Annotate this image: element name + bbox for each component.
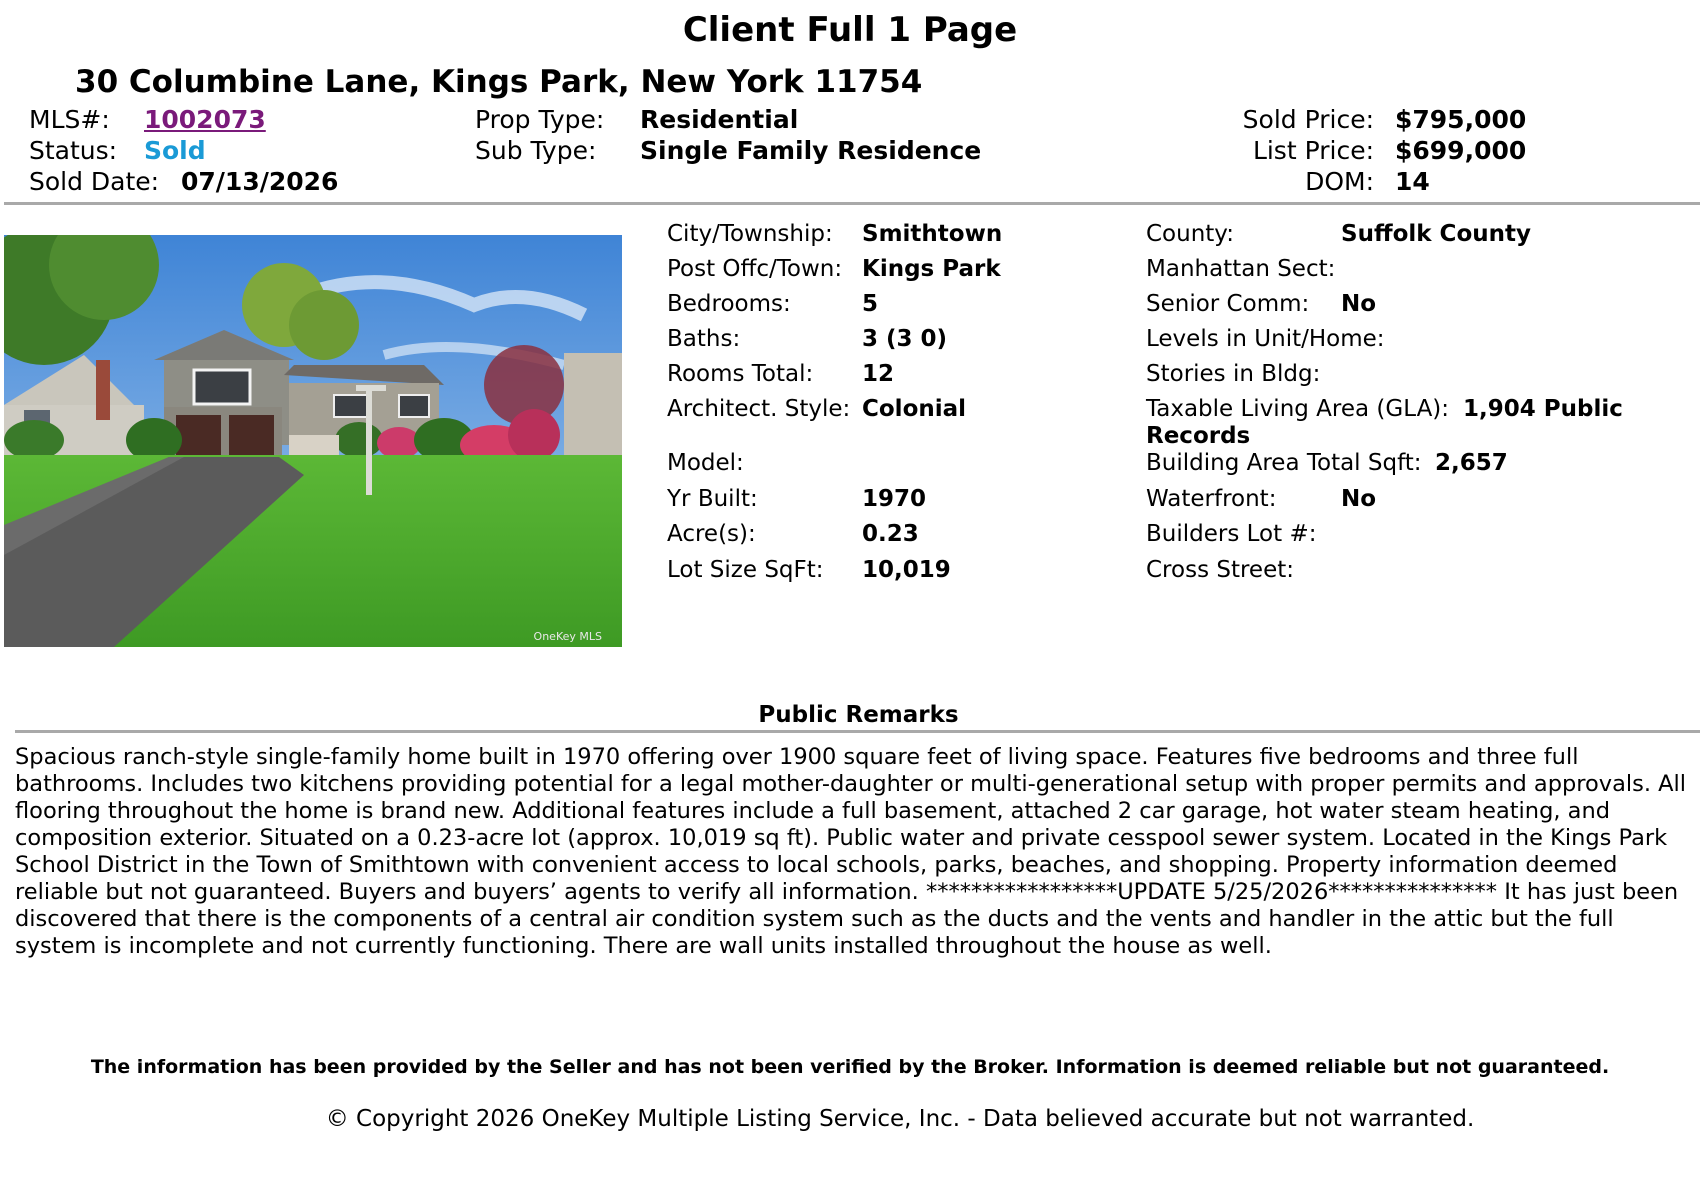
detail-label: Cross Street: bbox=[1146, 557, 1294, 583]
detail-label: Waterfront: bbox=[1146, 486, 1277, 512]
detail-label: County: bbox=[1146, 221, 1234, 247]
list-price-label: List Price: bbox=[1252, 136, 1374, 165]
detail-label: Yr Built: bbox=[667, 486, 758, 512]
disclaimer: The information has been provided by the Seller and has not been verified by the Broker. Information is deemed reliable but not guaranteed. bbox=[90, 1056, 1610, 1078]
report-title: Client Full 1 Page bbox=[682, 10, 1018, 50]
status-label: Status: bbox=[29, 136, 118, 165]
remarks-text: Spacious ranch-style single-family home built in 1970 offering over 1900 square feet of living space. Features five bedrooms and three full bathrooms. Includes two kitchens providing potential for a legal mother-daughter or multi-generational setup with proper permits and approvals. All flooring throughout the home is brand new. Additional features include a full basement, attached 2 car garage, hot water steam heating, and composition exterior. Situated on a 0.23-acre lot (approx. 10,019 sq ft). Public water and private cesspool sewer system. Located in the Kings Park School District in the Town of Smithtown with convenient access to local schools, parks, beaches, and shopping. Property information deemed reliable but not guaranteed. Buyers and buyers’ agents to verify all information. *****************UPDATE 5/25/2026*************** It has just been discovered that there is the components of a central air condition system such as the ducts and the vents and handler in the attic but the full system is incomplete and not currently functioning. There are wall units installed throughout the house as well. bbox=[15, 744, 1687, 959]
detail-label: Manhattan Sect: bbox=[1146, 256, 1336, 282]
prop-type-label: Prop Type: bbox=[475, 105, 605, 134]
detail-value: 2,657 bbox=[1435, 450, 1508, 476]
header-divider bbox=[4, 202, 1700, 205]
detail-value: Colonial bbox=[862, 396, 967, 422]
photo-watermark: OneKey MLS bbox=[533, 630, 602, 643]
property-address: 30 Columbine Lane, Kings Park, New York 11754 bbox=[75, 64, 923, 100]
detail-value: Suffolk County bbox=[1341, 221, 1531, 247]
detail-value: 12 bbox=[862, 361, 895, 387]
sold-date-value: 07/13/2026 bbox=[181, 167, 339, 196]
detail-label: Levels in Unit/Home: bbox=[1146, 326, 1385, 352]
detail-value: 3 (3 0) bbox=[862, 326, 948, 352]
detail-label: Rooms Total: bbox=[667, 361, 814, 387]
remarks-divider bbox=[15, 730, 1700, 733]
sub-type-value: Single Family Residence bbox=[640, 136, 982, 165]
detail-value: 10,019 bbox=[862, 557, 951, 583]
detail-label: Model: bbox=[667, 450, 744, 476]
dom-value: 14 bbox=[1395, 167, 1430, 196]
detail-label: Baths: bbox=[667, 326, 741, 352]
property-photo bbox=[4, 235, 622, 647]
detail-value: No bbox=[1341, 291, 1377, 317]
prop-type-value: Residential bbox=[640, 105, 799, 134]
detail-label: Building Area Total Sqft: bbox=[1146, 450, 1422, 476]
sub-type-label: Sub Type: bbox=[475, 136, 597, 165]
detail-value: 5 bbox=[862, 291, 879, 317]
detail-label: Lot Size SqFt: bbox=[667, 557, 824, 583]
detail-value: 0.23 bbox=[862, 521, 919, 547]
copyright: © Copyright 2026 OneKey Multiple Listing Service, Inc. - Data believed accurate but not warranted. bbox=[325, 1106, 1475, 1132]
detail-value: No bbox=[1341, 486, 1377, 512]
detail-label: Post Offc/Town: bbox=[667, 256, 843, 282]
status-value: Sold bbox=[144, 136, 206, 165]
detail-value: Kings Park bbox=[862, 256, 1001, 282]
list-price-value: $699,000 bbox=[1395, 136, 1527, 165]
detail-value: Smithtown bbox=[862, 221, 1003, 247]
detail-value: 1,904 Public bbox=[1463, 396, 1623, 422]
detail-label: City/Township: bbox=[667, 221, 833, 247]
mls-label: MLS#: bbox=[29, 105, 110, 134]
detail-value-continued: Records bbox=[1146, 423, 1251, 449]
sold-date-label: Sold Date: bbox=[29, 167, 160, 196]
sold-price-value: $795,000 bbox=[1395, 105, 1527, 134]
detail-label: Stories in Bldg: bbox=[1146, 361, 1321, 387]
detail-label: Senior Comm: bbox=[1146, 291, 1310, 317]
remarks-title: Public Remarks bbox=[758, 702, 959, 728]
detail-label: Acre(s): bbox=[667, 521, 756, 547]
mls-number-link[interactable]: 1002073 bbox=[144, 105, 266, 134]
garage-door-right bbox=[229, 415, 274, 460]
garage-door-left bbox=[176, 415, 221, 460]
detail-value: 1970 bbox=[862, 486, 927, 512]
sold-price-label: Sold Price: bbox=[1242, 105, 1374, 134]
detail-label: Architect. Style: bbox=[667, 396, 851, 422]
dom-label: DOM: bbox=[1305, 167, 1374, 196]
detail-label: Taxable Living Area (GLA): bbox=[1146, 396, 1450, 422]
detail-label: Bedrooms: bbox=[667, 291, 791, 317]
detail-label: Builders Lot #: bbox=[1146, 521, 1317, 547]
